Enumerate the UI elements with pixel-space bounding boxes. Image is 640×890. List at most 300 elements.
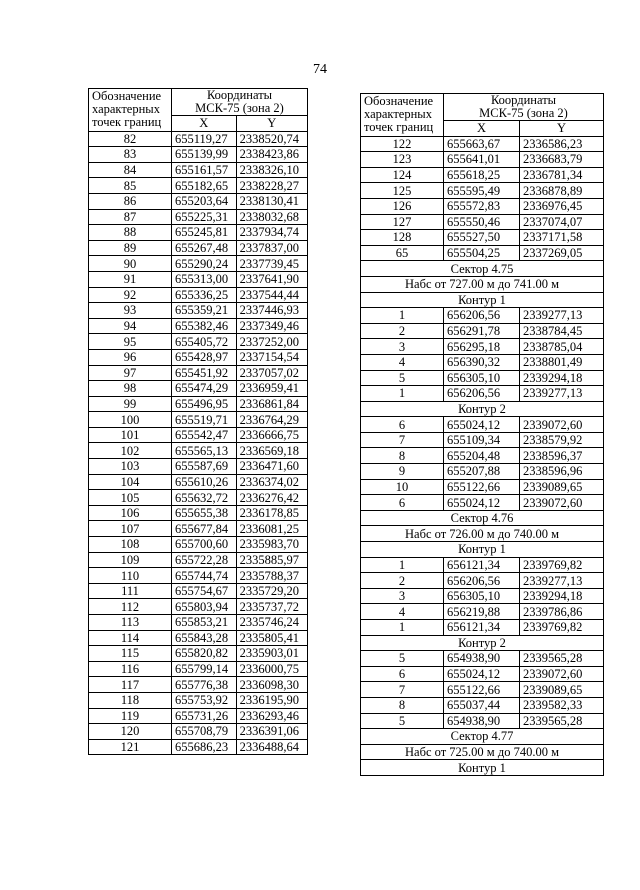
x-value: 655853,21 (172, 615, 237, 631)
x-value: 656305,10 (444, 588, 520, 604)
y-value: 2336471,60 (236, 459, 307, 475)
y-value: 2337252,00 (236, 334, 307, 350)
y-value: 2336195,90 (236, 692, 307, 708)
section-heading: Сектор 4.77 (361, 729, 604, 745)
x-value: 656121,34 (444, 620, 520, 636)
table-row (361, 573, 604, 589)
x-value: 655565,13 (172, 443, 237, 459)
table-row (361, 682, 604, 698)
y-value: 2336488,64 (236, 739, 307, 755)
x-value: 655754,67 (172, 583, 237, 599)
point-id: 115 (89, 646, 172, 662)
table-row (361, 370, 604, 386)
x-value: 655474,29 (172, 381, 237, 397)
x-value: 654938,90 (444, 713, 520, 729)
point-id: 117 (89, 677, 172, 693)
y-value: 2338596,96 (520, 464, 604, 480)
table-row (89, 303, 308, 319)
y-value: 2339769,82 (520, 557, 604, 573)
point-id: 108 (89, 537, 172, 553)
y-value: 2336178,85 (236, 505, 307, 521)
x-value: 655428,97 (172, 349, 237, 365)
x-value: 655451,92 (172, 365, 237, 381)
point-id: 118 (89, 692, 172, 708)
x-value: 655686,23 (172, 739, 237, 755)
x-value: 655182,65 (172, 178, 237, 194)
table-row (89, 692, 308, 708)
section-heading-row (361, 292, 604, 308)
y-value: 2336569,18 (236, 443, 307, 459)
point-id: 83 (89, 147, 172, 163)
section-heading-row (361, 526, 604, 542)
y-value: 2337739,45 (236, 256, 307, 272)
x-value: 655122,66 (444, 479, 520, 495)
point-id: 105 (89, 490, 172, 506)
x-value: 656291,78 (444, 323, 520, 339)
point-id: 5 (361, 713, 444, 729)
y-value: 2335737,72 (236, 599, 307, 615)
y-value: 2338520,74 (236, 131, 307, 147)
y-value: 2337269,05 (520, 245, 604, 261)
table-row (89, 147, 308, 163)
table-row (361, 339, 604, 355)
point-id: 2 (361, 323, 444, 339)
x-value: 655753,92 (172, 692, 237, 708)
y-value: 2338228,27 (236, 178, 307, 194)
table-row (89, 537, 308, 553)
section-heading-row (361, 510, 604, 526)
point-id: 1 (361, 386, 444, 402)
y-value: 2339565,28 (520, 713, 604, 729)
x-value: 655542,47 (172, 427, 237, 443)
table-row (89, 490, 308, 506)
y-value: 2338326,10 (236, 162, 307, 178)
point-id: 6 (361, 417, 444, 433)
table-row (89, 552, 308, 568)
table-row (89, 646, 308, 662)
table-row (89, 256, 308, 272)
x-value: 655843,28 (172, 630, 237, 646)
x-value: 655024,12 (444, 495, 520, 511)
x-value: 655776,38 (172, 677, 237, 693)
y-value: 2335885,97 (236, 552, 307, 568)
point-id: 107 (89, 521, 172, 537)
x-value: 656219,88 (444, 604, 520, 620)
point-id: 1 (361, 308, 444, 324)
x-value: 655203,64 (172, 193, 237, 209)
table-row (89, 225, 308, 241)
x-value: 655122,66 (444, 682, 520, 698)
x-value: 655225,31 (172, 209, 237, 225)
section-heading-row (361, 261, 604, 277)
y-value: 2336878,89 (520, 183, 604, 199)
table-row (89, 724, 308, 740)
point-id: 86 (89, 193, 172, 209)
y-value: 2335805,41 (236, 630, 307, 646)
y-value: 2336861,84 (236, 396, 307, 412)
y-value: 2335983,70 (236, 537, 307, 553)
x-value: 655267,48 (172, 240, 237, 256)
table-row (361, 198, 604, 214)
point-id: 128 (361, 230, 444, 246)
y-value: 2336781,34 (520, 167, 604, 183)
table-row (89, 459, 308, 475)
table-row (89, 349, 308, 365)
point-id: 109 (89, 552, 172, 568)
point-id: 4 (361, 354, 444, 370)
section-heading: Набс от 727.00 м до 741.00 м (361, 276, 604, 292)
table-row (89, 708, 308, 724)
point-id: 6 (361, 666, 444, 682)
point-id: 112 (89, 599, 172, 615)
y-value: 2337641,90 (236, 271, 307, 287)
x-value: 655119,27 (172, 131, 237, 147)
x-value: 655207,88 (444, 464, 520, 480)
x-value: 655731,26 (172, 708, 237, 724)
table-row (89, 661, 308, 677)
y-value: 2336391,06 (236, 724, 307, 740)
point-id: 8 (361, 697, 444, 713)
x-value: 655708,79 (172, 724, 237, 740)
table-row (89, 209, 308, 225)
x-value: 655803,94 (172, 599, 237, 615)
x-value: 655722,28 (172, 552, 237, 568)
y-value: 2337171,58 (520, 230, 604, 246)
table-row (89, 630, 308, 646)
point-id: 5 (361, 370, 444, 386)
point-id: 87 (89, 209, 172, 225)
table-row (361, 651, 604, 667)
point-id: 121 (89, 739, 172, 755)
y-value: 2339294,18 (520, 370, 604, 386)
y-value: 2338579,92 (520, 432, 604, 448)
point-id: 2 (361, 573, 444, 589)
coordinates-table-left (88, 88, 308, 755)
y-value: 2339072,60 (520, 666, 604, 682)
point-id: 102 (89, 443, 172, 459)
y-value: 2339072,60 (520, 495, 604, 511)
point-id: 6 (361, 495, 444, 511)
table-row (361, 432, 604, 448)
point-id: 89 (89, 240, 172, 256)
x-value: 655109,34 (444, 432, 520, 448)
y-value: 2335729,20 (236, 583, 307, 599)
table-row (89, 131, 308, 147)
col-coordinates: Координаты МСК-75 (зона 2) (444, 94, 604, 121)
y-value: 2338801,49 (520, 354, 604, 370)
point-id: 110 (89, 568, 172, 584)
y-value: 2339769,82 (520, 620, 604, 636)
y-value: 2336098,30 (236, 677, 307, 693)
x-value: 655550,46 (444, 214, 520, 230)
y-value: 2338130,41 (236, 193, 307, 209)
table-row (361, 604, 604, 620)
x-value: 655204,48 (444, 448, 520, 464)
table-row (89, 474, 308, 490)
x-value: 656206,56 (444, 573, 520, 589)
x-value: 655496,95 (172, 396, 237, 412)
table-row (89, 739, 308, 755)
y-value: 2337057,02 (236, 365, 307, 381)
table-row (89, 365, 308, 381)
x-value: 655820,82 (172, 646, 237, 662)
y-value: 2337074,07 (520, 214, 604, 230)
point-id: 114 (89, 630, 172, 646)
y-value: 2336586,23 (520, 136, 604, 152)
table-row (89, 443, 308, 459)
y-value: 2336000,75 (236, 661, 307, 677)
y-value: 2336293,46 (236, 708, 307, 724)
x-value: 655245,81 (172, 225, 237, 241)
col-point-name: Обозначение характерных точек границ (89, 89, 172, 132)
x-value: 655618,25 (444, 167, 520, 183)
x-value: 655632,72 (172, 490, 237, 506)
point-id: 95 (89, 334, 172, 350)
section-heading: Сектор 4.76 (361, 510, 604, 526)
x-value: 655290,24 (172, 256, 237, 272)
point-id: 5 (361, 651, 444, 667)
x-value: 655139,99 (172, 147, 237, 163)
point-id: 7 (361, 432, 444, 448)
table-row (361, 245, 604, 261)
table-row (89, 521, 308, 537)
table-row (89, 677, 308, 693)
section-heading-row (361, 401, 604, 417)
y-value: 2338785,04 (520, 339, 604, 355)
table-row (89, 412, 308, 428)
table-row (361, 620, 604, 636)
point-id: 85 (89, 178, 172, 194)
x-value: 655519,71 (172, 412, 237, 428)
table-row (89, 568, 308, 584)
y-value: 2336276,42 (236, 490, 307, 506)
y-value: 2336959,41 (236, 381, 307, 397)
x-value: 655677,84 (172, 521, 237, 537)
coordinates-table-right (360, 93, 604, 776)
x-value: 656295,18 (444, 339, 520, 355)
point-id: 9 (361, 464, 444, 480)
table-row (89, 240, 308, 256)
point-id: 100 (89, 412, 172, 428)
point-id: 116 (89, 661, 172, 677)
x-value: 656206,56 (444, 308, 520, 324)
table-row (361, 666, 604, 682)
col-point-name: Обозначение характерных точек границ (361, 94, 444, 137)
section-heading-row (361, 276, 604, 292)
y-value: 2336683,79 (520, 152, 604, 168)
table-row (361, 354, 604, 370)
y-value: 2335746,24 (236, 615, 307, 631)
point-id: 90 (89, 256, 172, 272)
point-id: 119 (89, 708, 172, 724)
point-id: 113 (89, 615, 172, 631)
table-row (89, 193, 308, 209)
point-id: 97 (89, 365, 172, 381)
x-value: 655655,38 (172, 505, 237, 521)
y-value: 2336764,29 (236, 412, 307, 428)
x-value: 655024,12 (444, 666, 520, 682)
table-row (361, 495, 604, 511)
point-id: 98 (89, 381, 172, 397)
point-id: 104 (89, 474, 172, 490)
table-row (361, 713, 604, 729)
section-heading: Контур 1 (361, 542, 604, 558)
x-value: 655024,12 (444, 417, 520, 433)
y-value: 2336976,45 (520, 198, 604, 214)
x-value: 655572,83 (444, 198, 520, 214)
x-value: 655313,00 (172, 271, 237, 287)
table-row (361, 557, 604, 573)
y-value: 2337154,54 (236, 349, 307, 365)
y-value: 2339582,33 (520, 697, 604, 713)
y-value: 2339089,65 (520, 479, 604, 495)
point-id: 125 (361, 183, 444, 199)
table-row (361, 136, 604, 152)
table-row (89, 287, 308, 303)
y-value: 2336081,25 (236, 521, 307, 537)
y-value: 2337837,00 (236, 240, 307, 256)
y-value: 2335788,37 (236, 568, 307, 584)
point-id: 106 (89, 505, 172, 521)
x-value: 655799,14 (172, 661, 237, 677)
point-id: 94 (89, 318, 172, 334)
point-id: 92 (89, 287, 172, 303)
y-value: 2336374,02 (236, 474, 307, 490)
y-value: 2339277,13 (520, 573, 604, 589)
x-value: 656390,32 (444, 354, 520, 370)
table-row (361, 183, 604, 199)
table-row (361, 152, 604, 168)
point-id: 99 (89, 396, 172, 412)
x-value: 655405,72 (172, 334, 237, 350)
point-id: 84 (89, 162, 172, 178)
section-heading-row (361, 542, 604, 558)
x-value: 655587,69 (172, 459, 237, 475)
point-id: 82 (89, 131, 172, 147)
table-row (89, 396, 308, 412)
point-id: 1 (361, 620, 444, 636)
y-value: 2338423,86 (236, 147, 307, 163)
x-value: 655161,57 (172, 162, 237, 178)
table-row (361, 308, 604, 324)
section-heading: Контур 1 (361, 760, 604, 776)
section-heading: Сектор 4.75 (361, 261, 604, 277)
section-heading-row (361, 635, 604, 651)
col-x: X (444, 121, 520, 137)
table-row (89, 318, 308, 334)
table-row (361, 214, 604, 230)
col-y: Y (236, 116, 307, 132)
x-value: 656121,34 (444, 557, 520, 573)
table-row (89, 505, 308, 521)
section-heading-row (361, 729, 604, 745)
y-value: 2339294,18 (520, 588, 604, 604)
y-value: 2339277,13 (520, 386, 604, 402)
table-row (361, 479, 604, 495)
section-heading: Контур 1 (361, 292, 604, 308)
table-row (89, 381, 308, 397)
section-heading-row (361, 760, 604, 776)
table-row (89, 427, 308, 443)
point-id: 124 (361, 167, 444, 183)
x-value: 655744,74 (172, 568, 237, 584)
y-value: 2339089,65 (520, 682, 604, 698)
table-row (89, 178, 308, 194)
table-row (361, 697, 604, 713)
table-row (89, 599, 308, 615)
y-value: 2335903,01 (236, 646, 307, 662)
point-id: 3 (361, 588, 444, 604)
x-value: 655595,49 (444, 183, 520, 199)
section-heading: Контур 2 (361, 635, 604, 651)
x-value: 655527,50 (444, 230, 520, 246)
y-value: 2339072,60 (520, 417, 604, 433)
table-row (361, 167, 604, 183)
table-row (361, 417, 604, 433)
y-value: 2337544,44 (236, 287, 307, 303)
point-id: 10 (361, 479, 444, 495)
table-row (89, 615, 308, 631)
point-id: 126 (361, 198, 444, 214)
col-coordinates: Координаты МСК-75 (зона 2) (172, 89, 308, 116)
y-value: 2338032,68 (236, 209, 307, 225)
x-value: 656206,56 (444, 386, 520, 402)
point-id: 8 (361, 448, 444, 464)
x-value: 655037,44 (444, 697, 520, 713)
point-id: 4 (361, 604, 444, 620)
x-value: 655663,67 (444, 136, 520, 152)
point-id: 122 (361, 136, 444, 152)
x-value: 654938,90 (444, 651, 520, 667)
x-value: 656305,10 (444, 370, 520, 386)
x-value: 655504,25 (444, 245, 520, 261)
y-value: 2338596,37 (520, 448, 604, 464)
y-value: 2337934,74 (236, 225, 307, 241)
table-row (361, 464, 604, 480)
point-id: 123 (361, 152, 444, 168)
x-value: 655336,25 (172, 287, 237, 303)
y-value: 2336666,75 (236, 427, 307, 443)
table-row (361, 386, 604, 402)
point-id: 88 (89, 225, 172, 241)
x-value: 655359,21 (172, 303, 237, 319)
x-value: 655641,01 (444, 152, 520, 168)
table-row (361, 323, 604, 339)
point-id: 65 (361, 245, 444, 261)
section-heading: Набс от 725.00 м до 740.00 м (361, 744, 604, 760)
y-value: 2339565,28 (520, 651, 604, 667)
point-id: 111 (89, 583, 172, 599)
y-value: 2339786,86 (520, 604, 604, 620)
col-y: Y (520, 121, 604, 137)
table-row (361, 448, 604, 464)
section-heading: Контур 2 (361, 401, 604, 417)
point-id: 7 (361, 682, 444, 698)
point-id: 91 (89, 271, 172, 287)
table-row (361, 230, 604, 246)
x-value: 655700,60 (172, 537, 237, 553)
table-row (89, 583, 308, 599)
point-id: 93 (89, 303, 172, 319)
page-number: 74 (313, 62, 327, 77)
col-x: X (172, 116, 237, 132)
point-id: 103 (89, 459, 172, 475)
point-id: 3 (361, 339, 444, 355)
point-id: 101 (89, 427, 172, 443)
section-heading-row (361, 744, 604, 760)
y-value: 2337349,46 (236, 318, 307, 334)
y-value: 2337446,93 (236, 303, 307, 319)
